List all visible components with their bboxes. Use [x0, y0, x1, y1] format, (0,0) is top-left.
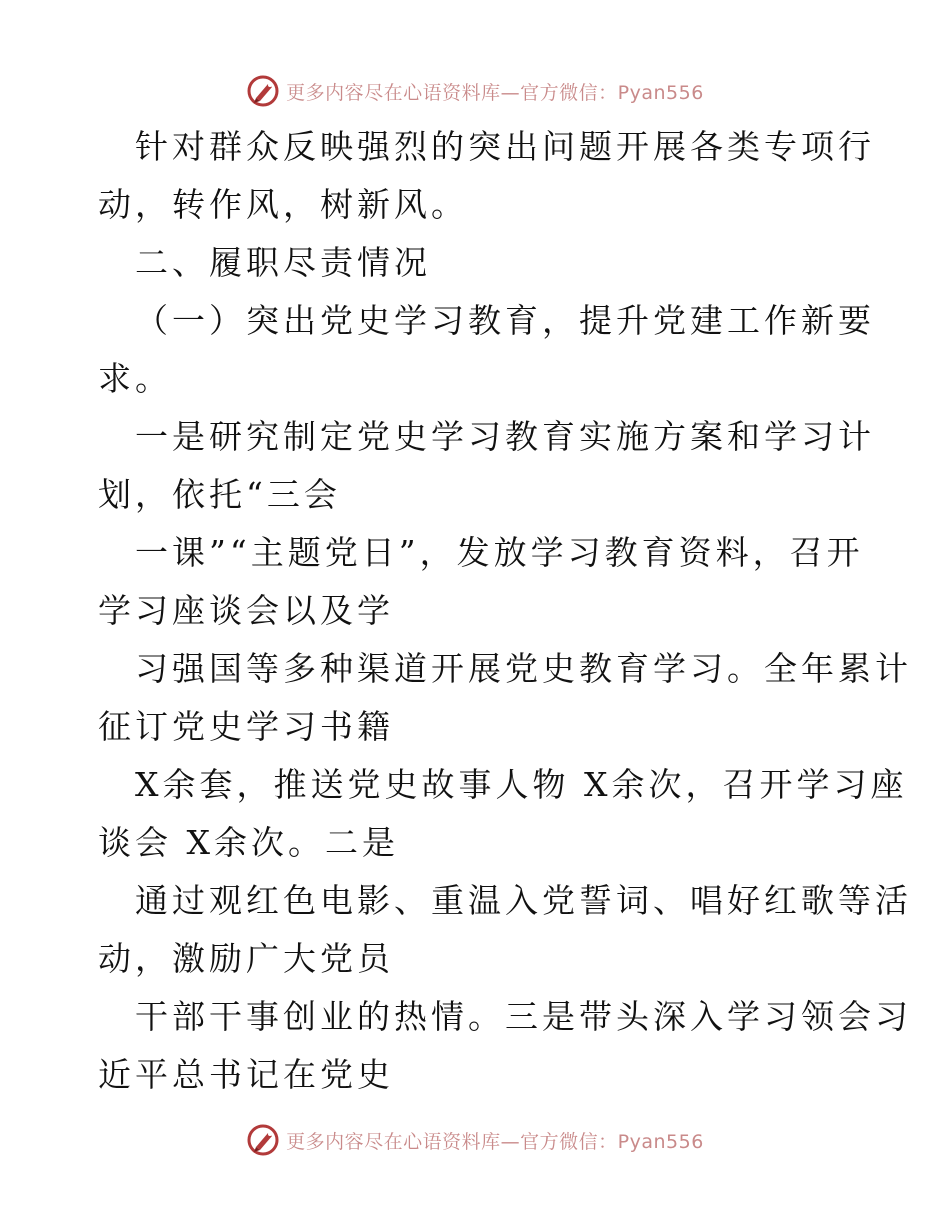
- footer-banner: [0, 1123, 950, 1157]
- body-line: 干部干事创业的热情。三是带头深入学习领会习: [135, 997, 912, 1036]
- body-line: （一）突出党史学习教育，提升党建工作新要: [135, 301, 875, 340]
- body-line: 征订党史学习书籍: [98, 707, 394, 746]
- pen-logo-icon: [246, 74, 280, 108]
- body-line: 近平总书记在党史: [98, 1055, 394, 1094]
- body-line: 求。: [98, 359, 172, 398]
- body-line: 动，转作风，树新风。: [98, 185, 468, 224]
- body-text: [98, 118, 912, 1104]
- body-line: 针对群众反映强烈的突出问题开展各类专项行: [135, 127, 875, 166]
- header-banner: [0, 74, 950, 108]
- body-line: 二、履职尽责情况: [135, 243, 431, 282]
- footer-banner-text: 更多内容尽在心语资料库—官方微信：Pyan556: [286, 1130, 704, 1153]
- body-line: 通过观红色电影、重温入党誓词、唱好红歌等活: [135, 881, 912, 920]
- header-banner-text: 更多内容尽在心语资料库—官方微信：Pyan556: [286, 81, 704, 104]
- body-line: 一是研究制定党史学习教育实施方案和学习计: [135, 417, 875, 456]
- body-line: 习强国等多种渠道开展党史教育学习。全年累计: [135, 649, 912, 688]
- body-line: 动，激励广大党员: [98, 939, 394, 978]
- body-line: 学习座谈会以及学: [98, 591, 394, 630]
- pen-logo-icon: [246, 1123, 280, 1157]
- body-line: 一课”“主题党日”，发放学习教育资料，召开: [135, 533, 864, 572]
- body-line: 划，依托“三会: [98, 475, 341, 514]
- body-line: 谈会 X余次。二是: [98, 823, 399, 862]
- body-line: X余套，推送党史故事人物 X余次，召开学习座: [135, 765, 908, 804]
